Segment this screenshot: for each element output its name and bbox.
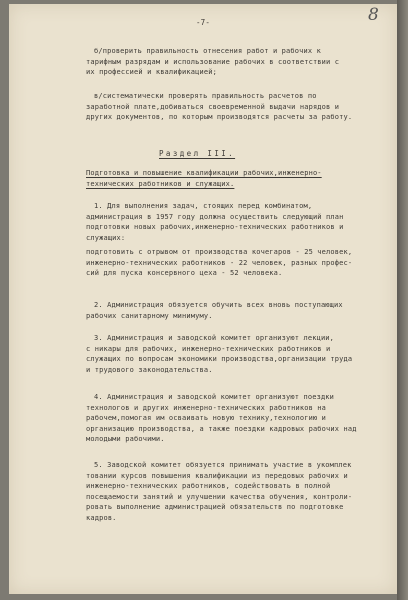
- text-line: 1. Для выполнения задач, стоящих перед комбинатом,: [94, 202, 313, 210]
- text-line: 5. Заводской комитет обязуется принимать участие в укомплек: [94, 461, 352, 469]
- section-heading: Раздел III.: [159, 149, 236, 158]
- text-line: 3. Администрация и заводской комитет организуют лекции,: [94, 334, 335, 342]
- text-line: в/систематически проверять правильность расчетов по: [94, 92, 317, 100]
- text-line: других документов, по которым производятся расчеты за работу.: [86, 113, 353, 122]
- folio-number: 8: [368, 5, 379, 25]
- text-line: администрация в 1957 году должна осуществить следующий план: [86, 212, 344, 221]
- text-line: их профессией и квалификацией;: [86, 68, 217, 77]
- adjacent-page-edge: [397, 0, 408, 600]
- item-1: [86, 201, 381, 243]
- text-line: ровать выполнение администрацией обязательств по подготовке: [86, 503, 344, 512]
- page-number: -7-: [196, 18, 210, 27]
- text-line: 2. Администрация обязуется обучить всех вновь поступающих: [94, 301, 343, 309]
- text-line: заработной плате,добиваться своевременной выдачи нарядов и: [86, 102, 340, 111]
- document-page: [9, 4, 397, 594]
- text-line: рабочих санитарному минимуму.: [86, 311, 213, 320]
- text-line: Подготовка и повышение квалификации рабочих,инженерно-: [86, 169, 322, 177]
- paragraph-b: [86, 46, 381, 78]
- text-line: организацию производства, а также поездки кадровых рабочих над: [86, 424, 357, 433]
- text-line: посещаемости занятий и улучшении качества обучения, контроли-: [86, 492, 353, 501]
- text-line: подготовки новых рабочих,инженерно-технических работников и: [86, 223, 344, 232]
- text-line: технических работников и служащих.: [86, 179, 235, 188]
- text-line: подготовить с отрывом от производства кочегаров - 25 человек,: [86, 248, 353, 256]
- paragraph-v: [86, 91, 381, 123]
- item-1-plan: [86, 247, 381, 279]
- text-line: кадров.: [86, 513, 117, 522]
- section-subheading: [86, 168, 381, 189]
- text-line: товании курсов повышения квалификации из передовых рабочих и: [86, 471, 348, 480]
- text-line: б/проверить правильность отнесения работ и рабочих к: [94, 47, 321, 55]
- item-5: [86, 460, 381, 524]
- text-line: технологов и других инженерно-технических работников на: [86, 403, 327, 412]
- document-text: [9, 4, 397, 594]
- item-3: [86, 333, 381, 375]
- text-line: с никары для рабочих, инженерно-технических работников и: [86, 344, 331, 353]
- text-line: рабочем,помогая им осваивать новую технику,технологию и: [86, 414, 327, 423]
- text-line: инженерно-технических работников, содействовать в полной: [86, 482, 331, 491]
- text-line: служащих по вопросам экономики производства,организации труда: [86, 355, 353, 364]
- text-line: тарифным разрядам и использование рабочих в соответствии с: [86, 57, 340, 66]
- text-line: сий для пуска консервного цеха - 52 человека.: [86, 269, 283, 278]
- item-4: [86, 392, 381, 445]
- item-2: [86, 300, 381, 321]
- text-line: молодыми рабочими.: [86, 435, 165, 444]
- text-line: служащих:: [86, 233, 126, 242]
- text-line: 4. Администрация и заводской комитет организуют поездки: [94, 393, 335, 401]
- text-line: и трудового законодательства.: [86, 365, 213, 374]
- text-line: инженерно-технических работников - 22 человек, разных профес-: [86, 258, 353, 267]
